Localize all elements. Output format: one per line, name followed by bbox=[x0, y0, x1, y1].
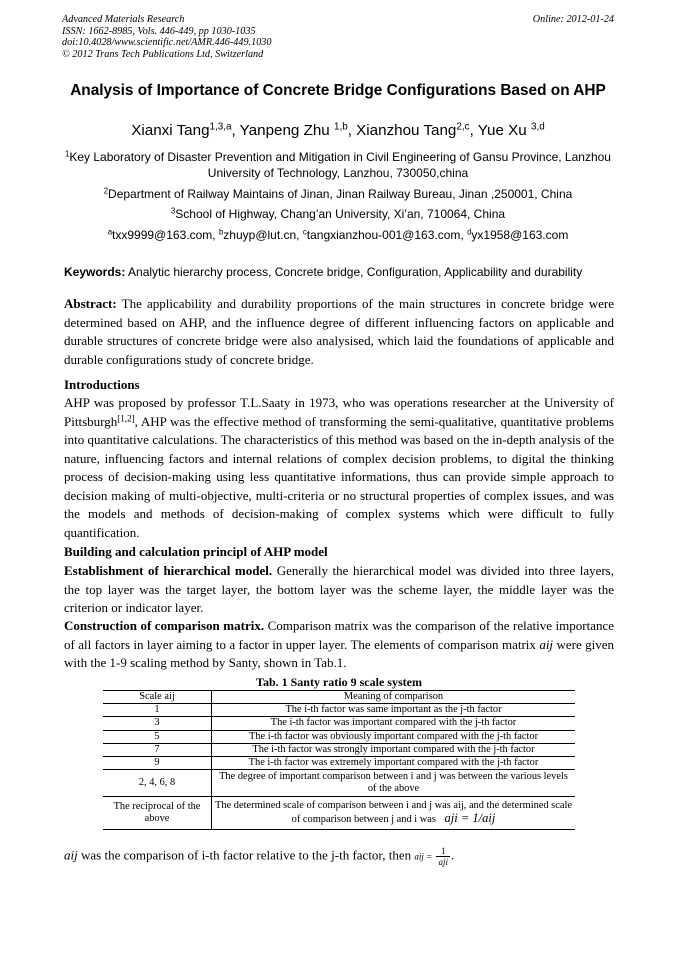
author-sup: 2,c bbox=[456, 121, 470, 133]
hierarchical-text: Generally the hierarchical model was divided into three layers, the top layer was the target layer, the bottom layer was the scheme layer, the middle layer was the criterion or indicator layer. bbox=[64, 563, 614, 615]
affiliation-3 bbox=[62, 206, 614, 222]
author-sup: 1,3,a bbox=[209, 121, 232, 133]
paper-title: Analysis of Importance of Concrete Bridge Configurations Based on AHP bbox=[70, 82, 606, 99]
meaning-cell: The degree of important comparison between i and j was between the various levels of the above bbox=[212, 770, 576, 797]
email-sup: c bbox=[302, 227, 307, 237]
comparison-text-b: were given with the 1-9 scaling method by Santy, shown in Tab.1. bbox=[64, 636, 614, 670]
abstract bbox=[64, 295, 614, 369]
table-header-meaning: Meaning of comparison bbox=[212, 691, 576, 704]
closing-text: was the comparison of i-th factor relative to the j-th factor, then bbox=[80, 847, 412, 863]
affiliation-2 bbox=[62, 186, 614, 202]
closing-sentence: aij was the comparison of i-th factor relative to the j-th factor, then aij = $\frac{1}{\text{aji}}$ . bbox=[64, 846, 455, 867]
section-heading-introductions: Introductions bbox=[64, 377, 140, 392]
author-sup: 1,b bbox=[333, 121, 348, 133]
affiliation-text: Key Laboratory of Disaster Prevention and Mitigation in Civil Engineering of Gansu Province, Lanzhou University of Technology, Lanzhou, 730050,china bbox=[69, 150, 611, 180]
journal-header bbox=[62, 14, 271, 60]
hierarchical-model-paragraph bbox=[64, 562, 614, 618]
table-row bbox=[103, 717, 575, 730]
author-name: Xianzhou Tang bbox=[356, 122, 457, 139]
meaning-cell: The i-th factor was same important as the j-th factor bbox=[212, 704, 576, 717]
journal-issn: ISSN: 1662-8985, Vols. 446-449, pp 1030-1035 bbox=[62, 25, 256, 37]
affiliation-sup: 2 bbox=[103, 186, 109, 196]
comparison-text-a: Comparison matrix was the comparison of the relative importance of all factors in layer aiming to a factor in upper layer. The elements of comparison matrix bbox=[64, 618, 615, 652]
table-row bbox=[103, 704, 575, 717]
meaning-cell bbox=[212, 797, 576, 830]
affiliation-text: School of Highway, Chang’an University, Xi’an, 710064, China bbox=[175, 207, 506, 221]
affiliation-sup: 1 bbox=[65, 149, 70, 159]
journal-doi: doi:10.4028/www.scientific.net/AMR.446-449.1030 bbox=[62, 37, 272, 49]
reciprocal-fraction bbox=[436, 846, 450, 867]
online-date: Online: 2012-01-24 bbox=[532, 14, 614, 25]
santy-scale-table bbox=[103, 690, 575, 830]
scale-cell: 3 bbox=[103, 717, 212, 730]
meaning-cell: The i-th factor was extremely important compared with the j-th factor bbox=[212, 757, 576, 770]
table-row bbox=[103, 757, 575, 770]
email-sup: d bbox=[467, 227, 472, 237]
matrix-variable: aij bbox=[539, 636, 554, 652]
scale-cell: 7 bbox=[103, 743, 212, 756]
meaning-cell: The i-th factor was obviously important compared with the j-th factor bbox=[212, 730, 576, 743]
affiliation-sup: 3 bbox=[170, 206, 176, 216]
keywords-text: Analytic hierarchy process, Concrete bridge, Configuration, Applicability and durability bbox=[128, 265, 583, 279]
keywords bbox=[64, 264, 616, 280]
table-header-scale: Scale aij bbox=[103, 691, 212, 704]
section-heading-ahp-model: Building and calculation principl of AHP model bbox=[64, 544, 328, 559]
fraction-numerator: 1 bbox=[436, 846, 450, 857]
author-sup: 3,d bbox=[530, 121, 545, 133]
table-row bbox=[103, 797, 575, 830]
email-list bbox=[62, 227, 614, 243]
comparison-label: Construction of comparison matrix. bbox=[64, 618, 265, 633]
table-row bbox=[103, 743, 575, 756]
email-link[interactable]: yx1958@163.com bbox=[471, 228, 569, 242]
table-caption: Tab. 1 Santy ratio 9 scale system bbox=[256, 675, 422, 689]
email-sup: b bbox=[218, 227, 224, 237]
meaning-cell: The i-th factor was important compared with the j-th factor bbox=[212, 717, 576, 730]
scale-cell: 9 bbox=[103, 757, 212, 770]
author-list: Xianxi Tang$^{1,3,a}$, Yanpeng Zhu $^{1,b}$, Xianzhou Tang$^{2,c}$, Yue Xu $^{3,d}$ bbox=[131, 121, 545, 139]
email-link[interactable]: txx9999@163.com, bbox=[112, 228, 216, 242]
abstract-label: Abstract: bbox=[64, 296, 117, 311]
intro-text-1: AHP was proposed by professor T.L.Saaty in 1973, who was operations researcher at the University of Pittsburgh bbox=[64, 395, 614, 429]
author-name: Xianxi Tang bbox=[131, 122, 210, 139]
scale-cell: 1 bbox=[103, 704, 212, 717]
element-variable: aij bbox=[64, 847, 78, 863]
intro-text-2: , AHP was the effective method of transforming the semi-qualitative, quantitative problems into quantitative calculations. The characteristics of this method was based on the in-depth analysis of the nature, influencing factors and internal relations of complex decision problems, to digital the thinking process of decision-making using less quantitative informations, thus can provide simple approach to decision making of multi-objective, multi-criteria or no structural properties of complex issues, and was the models and methods of decision-making of complex systems which were difficult to fully quantification. bbox=[64, 413, 614, 540]
affiliation-text: Department of Railway Maintains of Jinan, Jinan Railway Bureau, Jinan ,250001, China bbox=[108, 187, 573, 201]
journal-copyright: © 2012 Trans Tech Publications Ltd, Switzerland bbox=[62, 48, 264, 60]
journal-name: Advanced Materials Research bbox=[62, 14, 185, 25]
abstract-text: The applicability and durability proportions of the main structures in concrete bridge were determined based on AHP, and the influence degree of different influencing factors on applicable and durable structures of concrete bridge were also analysised, which laid the foundations of applicable and durable configurations study of concrete bridge. bbox=[64, 296, 614, 367]
table-row bbox=[103, 770, 575, 797]
meaning-cell: The i-th factor was strongly important compared with the j-th factor bbox=[212, 743, 576, 756]
reciprocal-formula: aji = 1/aij bbox=[444, 811, 496, 826]
comparison-matrix-paragraph bbox=[64, 617, 614, 673]
scale-cell: The reciprocal of the above bbox=[103, 797, 212, 830]
table-row bbox=[103, 730, 575, 743]
citation-ref[interactable]: [1,2] bbox=[117, 412, 135, 423]
hierarchical-label: Establishment of hierarchical model. bbox=[64, 563, 273, 578]
affiliation-1 bbox=[62, 149, 614, 181]
email-link[interactable]: tangxianzhou-001@163.com, bbox=[306, 228, 464, 242]
author-name: Yue Xu bbox=[477, 122, 527, 139]
introduction-paragraph bbox=[64, 394, 614, 542]
email-sup: a bbox=[107, 227, 113, 237]
email-link[interactable]: zhuyp@lut.cn, bbox=[223, 228, 300, 242]
scale-cell: 2, 4, 6, 8 bbox=[103, 770, 212, 797]
scale-cell: 5 bbox=[103, 730, 212, 743]
formula-lhs: aij = bbox=[414, 851, 433, 862]
fraction-denominator: aji bbox=[438, 857, 448, 867]
keywords-label: Keywords: bbox=[64, 265, 126, 279]
author-name: Yanpeng Zhu bbox=[239, 122, 330, 139]
reciprocal-text: The determined scale of comparison between i and j was aij, and the determined scale of comparison between j and i was bbox=[215, 800, 572, 826]
